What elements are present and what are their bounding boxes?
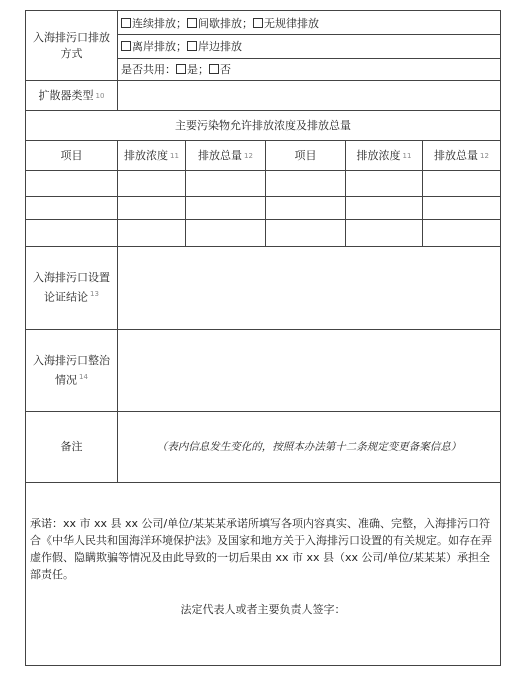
header-concentration-2: 排放浓度 11: [346, 141, 423, 170]
remediation-label: 入海排污口整治情况 $^{14}$: [26, 330, 118, 411]
table-cell[interactable]: [118, 171, 186, 196]
outfall-method-section: [26, 11, 500, 81]
table-cell[interactable]: [346, 220, 423, 246]
discharge-pattern-options: [118, 11, 500, 35]
diffuser-note: 10: [95, 91, 105, 100]
table-cell[interactable]: [266, 171, 346, 196]
conclusion-row: [26, 247, 500, 330]
shared-options: [118, 58, 500, 80]
table-cell[interactable]: [423, 171, 500, 196]
commitment-text: 承诺：xx 市 xx 县 xx 公司/单位/某某某承诺所填写各项内容真实、准确、完整，入海排污口符合《中华人民共和国海洋环境保护法》及国家和地方关于入海排污口设置的有关规定。如存在弄虚作假、隐瞒欺骗等情况及由此导致的一切后果由 xx 市 xx 县（xx 公司/单位/某某某）承担全部责任。: [30, 517, 492, 581]
irregular-checkbox[interactable]: [253, 18, 263, 28]
diffuser-row: [26, 81, 500, 111]
table-cell[interactable]: [118, 197, 186, 219]
pollutant-header-row: [26, 141, 500, 171]
diffuser-value[interactable]: [118, 81, 500, 110]
remarks-text: （表内信息发生变化的，按照本办法第十二条规定变更备案信息）: [156, 441, 462, 453]
table-cell[interactable]: [346, 197, 423, 219]
remediation-row: [26, 330, 500, 412]
remarks-label: 备注: [26, 412, 118, 482]
conclusion-value[interactable]: [118, 247, 500, 329]
shared-label: 是否共用：: [121, 63, 176, 76]
table-row: [26, 171, 500, 197]
pollutant-title: 主要污染物允许排放浓度及排放总量: [175, 118, 351, 132]
intermittent-checkbox[interactable]: [187, 18, 197, 28]
offshore-label: 离岸排放；: [132, 40, 187, 53]
diffuser-label: 扩散器类型 10: [26, 81, 118, 110]
table-row: [26, 197, 500, 220]
table-cell[interactable]: [26, 197, 118, 219]
header-item-2: 项目: [266, 141, 346, 170]
table-cell[interactable]: [186, 197, 266, 219]
pollutant-title-row: [26, 111, 500, 141]
header-total-2: 排放总量 12: [434, 148, 489, 162]
filing-form: [25, 10, 501, 666]
header-item: 项目: [26, 141, 118, 170]
offshore-checkbox[interactable]: [121, 41, 131, 51]
signature-label: 法定代表人或者主要负责人签字：: [180, 603, 346, 616]
table-cell[interactable]: [423, 220, 500, 246]
remarks-row: [26, 412, 500, 483]
shared-yes-checkbox[interactable]: [176, 64, 186, 74]
header-concentration: 排放浓度 11: [118, 141, 186, 170]
header-total: 排放总量 12: [186, 141, 266, 170]
outfall-method-label: 入海排污口排放方式: [26, 11, 118, 80]
table-cell[interactable]: [346, 171, 423, 196]
continuous-label: 连续排放；: [132, 16, 187, 30]
shore-label: 岸边排放: [198, 40, 242, 53]
shared-yes-label: 是；: [187, 63, 209, 76]
table-cell[interactable]: [186, 171, 266, 196]
intermittent-label: 间歇排放；: [198, 16, 253, 30]
conclusion-label: 入海排污口设置论证结论 $^{13}$: [26, 247, 118, 329]
table-cell[interactable]: [266, 197, 346, 219]
table-row: [26, 220, 500, 247]
table-cell[interactable]: [266, 220, 346, 246]
table-cell[interactable]: [186, 220, 266, 246]
discharge-location-options: [118, 34, 500, 59]
table-cell[interactable]: [26, 220, 118, 246]
commitment-section: [26, 483, 500, 665]
table-cell[interactable]: [118, 220, 186, 246]
continuous-checkbox[interactable]: [121, 18, 131, 28]
remediation-value[interactable]: [118, 330, 500, 411]
table-cell[interactable]: [423, 197, 500, 219]
shared-no-checkbox[interactable]: [209, 64, 219, 74]
irregular-label: 无规律排放: [264, 16, 319, 30]
table-cell[interactable]: [26, 171, 118, 196]
shore-checkbox[interactable]: [187, 41, 197, 51]
shared-no-label: 否: [220, 63, 231, 76]
